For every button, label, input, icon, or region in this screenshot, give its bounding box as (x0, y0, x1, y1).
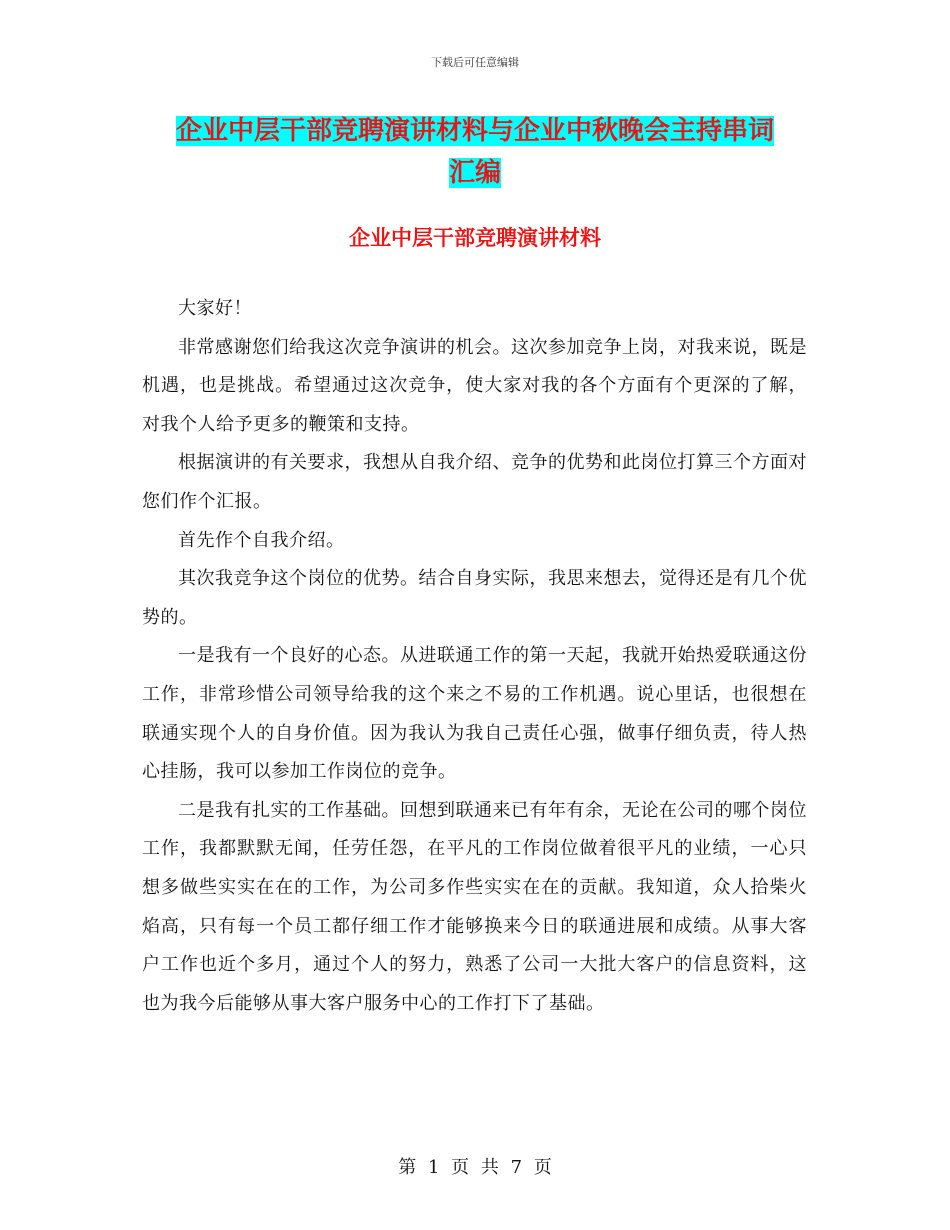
paragraph: 非常感谢您们给我这次竞争演讲的机会。这次参加竞争上岗，对我来说，既是机遇，也是挑战。希望通过这次竞争，使大家对我的各个方面有个更深的了解，对我个人给予更多的鞭策和支持。 (142, 336, 807, 435)
document-title-line-1: 企业中层干部竞聘演讲材料与企业中秋晚会主持串词 (175, 116, 774, 146)
document-title-line-2: 汇编 (448, 158, 501, 188)
document-title (150, 110, 800, 194)
page-header-note: 下载后可任意编辑 (431, 56, 519, 69)
paragraph: 其次我竞争这个岗位的优势。结合自身实际，我思来想去，觉得还是有几个优势的。 (142, 568, 807, 628)
paragraph: 二是我有扎实的工作基础。回想到联通来已有年有余，无论在公司的哪个岗位工作，我都默默无闻，任劳任怨，在平凡的工作岗位做着很平凡的业绩，一心只想多做些实实在在的工作，为公司多作些实实在在的贡献。我知道，众人拾柴火焰高，只有每一个员工都仔细工作才能够换来今日的联通进展和成绩。从事大客户工作也近个多月，通过个人的努力，熟悉了公司一大批大客户的信息资料，这也为我今后能够从事大客户服务中心的工作打下了基础。 (142, 799, 807, 1014)
paragraph: 首先作个自我介绍。 (178, 529, 345, 551)
paragraph: 大家好！ (178, 298, 252, 319)
body-text (142, 290, 807, 1023)
section-title: 企业中层干部竞聘演讲材料 (349, 226, 601, 250)
paragraph: 一是我有一个良好的心态。从进联通工作的第一天起，我就开始热爱联通这份工作，非常珍惜公司领导给我的这个来之不易的工作机遇。说心里话，也很想在联通实现个人的自身价值。因为我认为我自己责任心强，做事仔细负责，待人热心挂肠，我可以参加工作岗位的竞争。 (142, 645, 807, 783)
paragraph: 根据演讲的有关要求，我想从自我介绍、竞争的优势和此岗位打算三个方面对您们作个汇报。 (142, 452, 807, 512)
page-number-footer: 第 1 页 共 7 页 (398, 1157, 552, 1178)
